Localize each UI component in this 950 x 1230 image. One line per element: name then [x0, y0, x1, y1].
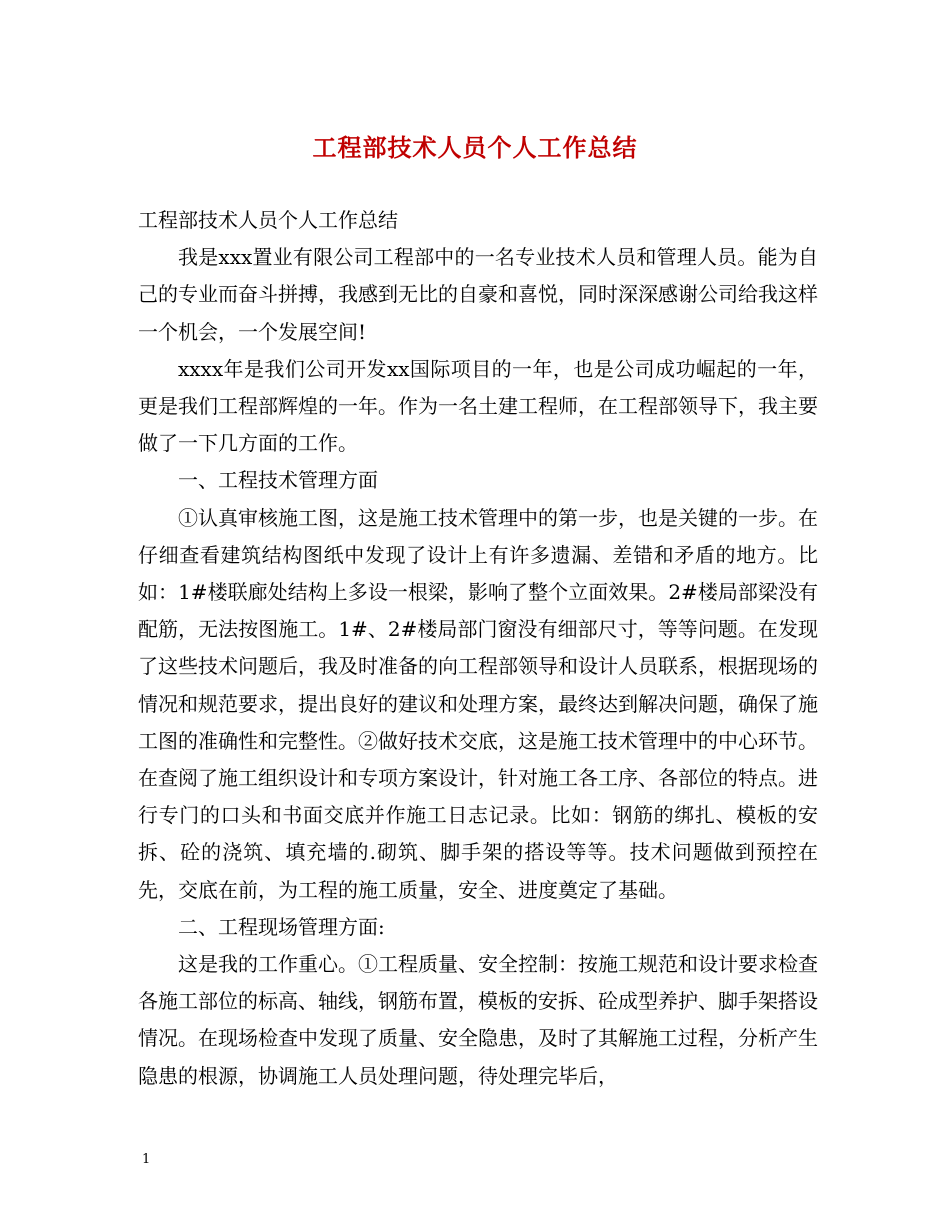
document-body: [138, 202, 818, 1095]
section-heading-site-management: 二、工程现场管理方面:: [178, 914, 385, 939]
body-subtitle: 工程部技术人员个人工作总结: [138, 208, 398, 232]
page-number: 1: [142, 1152, 151, 1167]
paragraph-year-summary: xxxx年是我们公司开发xx国际项目的一年，也是公司成功崛起的一年，更是我们工程部辉煌的一年。作为一名土建工程师，在工程部领导下，我主要做了一下几方面的工作。: [138, 356, 818, 456]
paragraph-site-management: 这是我的工作重心。①工程质量、安全控制：按施工规范和设计要求检查各施工部位的标高、轴线，钢筋布置，模板的安拆、砼成型养护、脚手架搭设情况。在现场检查中发现了质量、安全隐患，及时了其解施工过程，分析产生隐患的根源，协调施工人员处理问题，待处理完毕后，: [138, 952, 818, 1088]
document-title: 工程部技术人员个人工作总结: [312, 133, 638, 162]
section-heading-technical-management: 一、工程技术管理方面: [178, 468, 378, 493]
paragraph-technical-management: ①认真审核施工图，这是施工技术管理中的第一步，也是关键的一步。在仔细查看建筑结构图纸中发现了设计上有许多遗漏、差错和矛盾的地方。比如：1#楼联廊处结构上多设一根梁，影响了整个立面效果。2#楼局部梁没有配筋，无法按图施工。1#、2#楼局部门窗没有细部尺寸，等等问题。在发现了这些技术问题后，我及时准备的向工程部领导和设计人员联系，根据现场的情况和规范要求，提出良好的建议和处理方案，最终达到解决问题，确保了施工图的准确性和完整性。②做好技术交底，这是施工技术管理中的中心环节。在查阅了施工组织设计和专项方案设计，针对施工各工序、各部位的特点。进行专门的口头和书面交底并作施工日志记录。比如：钢筋的绑扎、模板的安拆、砼的浇筑、填充墙的.砌筑、脚手架的搭设等等。技术问题做到预控在先，交底在前，为工程的施工质量，安全、进度奠定了基础。: [138, 505, 818, 902]
paragraph-intro: 我是xxx置业有限公司工程部中的一名专业技术人员和管理人员。能为自己的专业而奋斗拼搏，我感到无比的自豪和喜悦，同时深深感谢公司给我这样一个机会，一个发展空间!: [138, 245, 818, 344]
